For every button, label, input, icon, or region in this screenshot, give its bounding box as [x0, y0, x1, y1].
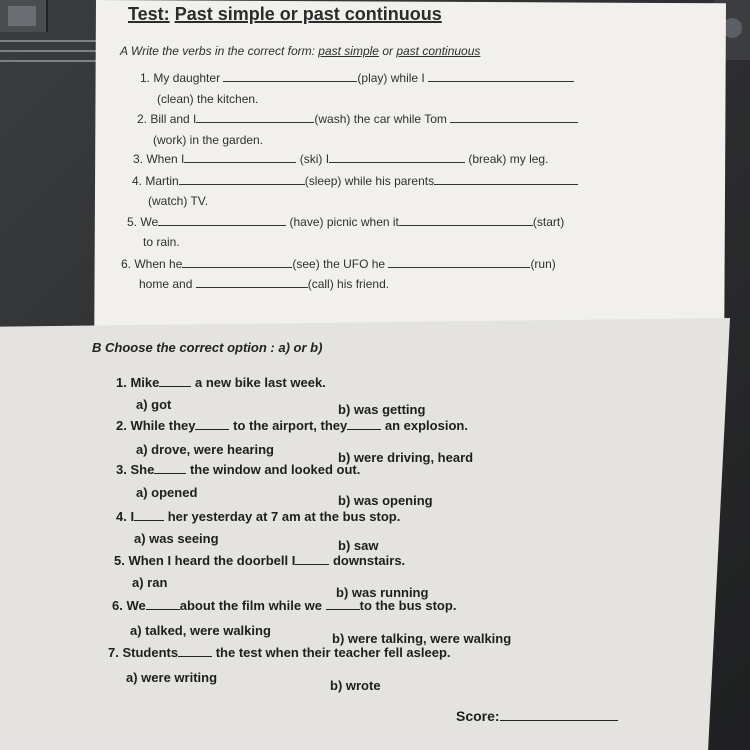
answer-blank[interactable]	[295, 553, 329, 565]
answer-blank[interactable]	[158, 215, 286, 226]
b-q2-option-b[interactable]: b) were driving, heard	[338, 450, 474, 465]
b-q3-option-b[interactable]: b) was opening	[338, 493, 433, 508]
b-question-2: 2. While they to the airport, they an explosion.	[116, 418, 468, 433]
a-line-1b: (clean) the kitchen.	[157, 92, 259, 106]
b-q4-option-a[interactable]: a) was seeing	[134, 531, 219, 546]
b-q7-option-a[interactable]: a) were writing	[126, 670, 218, 685]
b-question-6: 6. We about the film while we to the bus stop.	[112, 598, 457, 613]
answer-blank[interactable]	[196, 112, 314, 123]
answer-blank[interactable]	[195, 418, 229, 430]
answer-blank[interactable]	[178, 645, 212, 657]
a-line-4: 4. Martin (sleep) while his parents	[132, 174, 578, 188]
a-line-2: 2. Bill and I (wash) the car while Tom	[137, 112, 578, 126]
answer-blank[interactable]	[347, 418, 381, 430]
a-line-2b: (work) in the garden.	[153, 133, 264, 147]
b-q5-option-a[interactable]: a) ran	[132, 575, 168, 590]
a-line-3: 3. When I (ski) I (break) my leg.	[133, 152, 549, 166]
score-blank[interactable]	[500, 709, 618, 721]
monitor-corner	[0, 0, 48, 32]
b-question-3: 3. She the window and looked out.	[116, 462, 361, 477]
answer-blank[interactable]	[134, 509, 164, 521]
b-q1-option-a[interactable]: a) got	[136, 397, 172, 412]
title-topic: Past simple or past continuous	[174, 4, 442, 24]
a-line-4b: (watch) TV.	[148, 194, 209, 208]
answer-blank[interactable]	[196, 277, 308, 288]
b-question-4: 4. I her yesterday at 7 am at the bus stop.	[116, 509, 401, 524]
title-test: Test:	[128, 4, 170, 24]
b-q6-option-a[interactable]: a) talked, were walking	[130, 623, 271, 638]
a-line-1: 1. My daughter (play) while I	[140, 71, 574, 85]
answer-blank[interactable]	[450, 112, 578, 123]
a-line-6b: home and (call) his friend.	[139, 277, 390, 291]
b-question-5: 5. When I heard the doorbell I downstairs.	[114, 553, 406, 568]
answer-blank[interactable]	[428, 71, 574, 82]
b-q7-option-b[interactable]: b) wrote	[330, 678, 381, 693]
section-b-heading: B Choose the correct option : a) or b)	[92, 340, 323, 355]
b-q5-option-b[interactable]: b) was running	[336, 585, 429, 600]
a-line-6: 6. When he (see) the UFO he (run)	[121, 257, 556, 271]
a-line-5: 5. We (have) picnic when it (start)	[127, 215, 565, 229]
answer-blank[interactable]	[146, 598, 180, 610]
score-field: Score:	[456, 708, 618, 724]
answer-blank[interactable]	[434, 174, 578, 185]
answer-blank[interactable]	[223, 71, 357, 82]
a-line-5b: to rain.	[143, 235, 180, 249]
answer-blank[interactable]	[329, 152, 465, 163]
b-q1-option-b[interactable]: b) was getting	[338, 402, 426, 417]
answer-blank[interactable]	[182, 257, 292, 268]
b-q6-option-b[interactable]: b) were talking, were walking	[332, 631, 512, 646]
b-question-7: 7. Students the test when their teacher fell asleep.	[108, 645, 451, 660]
answer-blank[interactable]	[179, 174, 305, 185]
page-title	[128, 4, 442, 25]
answer-blank[interactable]	[159, 375, 191, 387]
b-q2-option-a[interactable]: a) drove, were hearing	[136, 442, 274, 457]
answer-blank[interactable]	[154, 462, 186, 474]
b-q3-option-a[interactable]: a) opened	[136, 485, 198, 500]
section-a-heading: A Write the verbs in the correct form: past simple or past continuous	[120, 44, 481, 58]
answer-blank[interactable]	[388, 257, 530, 268]
b-question-1: 1. Mike a new bike last week.	[116, 375, 326, 390]
answer-blank[interactable]	[184, 152, 296, 163]
b-q4-option-b[interactable]: b) saw	[338, 538, 379, 553]
answer-blank[interactable]	[326, 598, 360, 610]
answer-blank[interactable]	[399, 215, 533, 226]
